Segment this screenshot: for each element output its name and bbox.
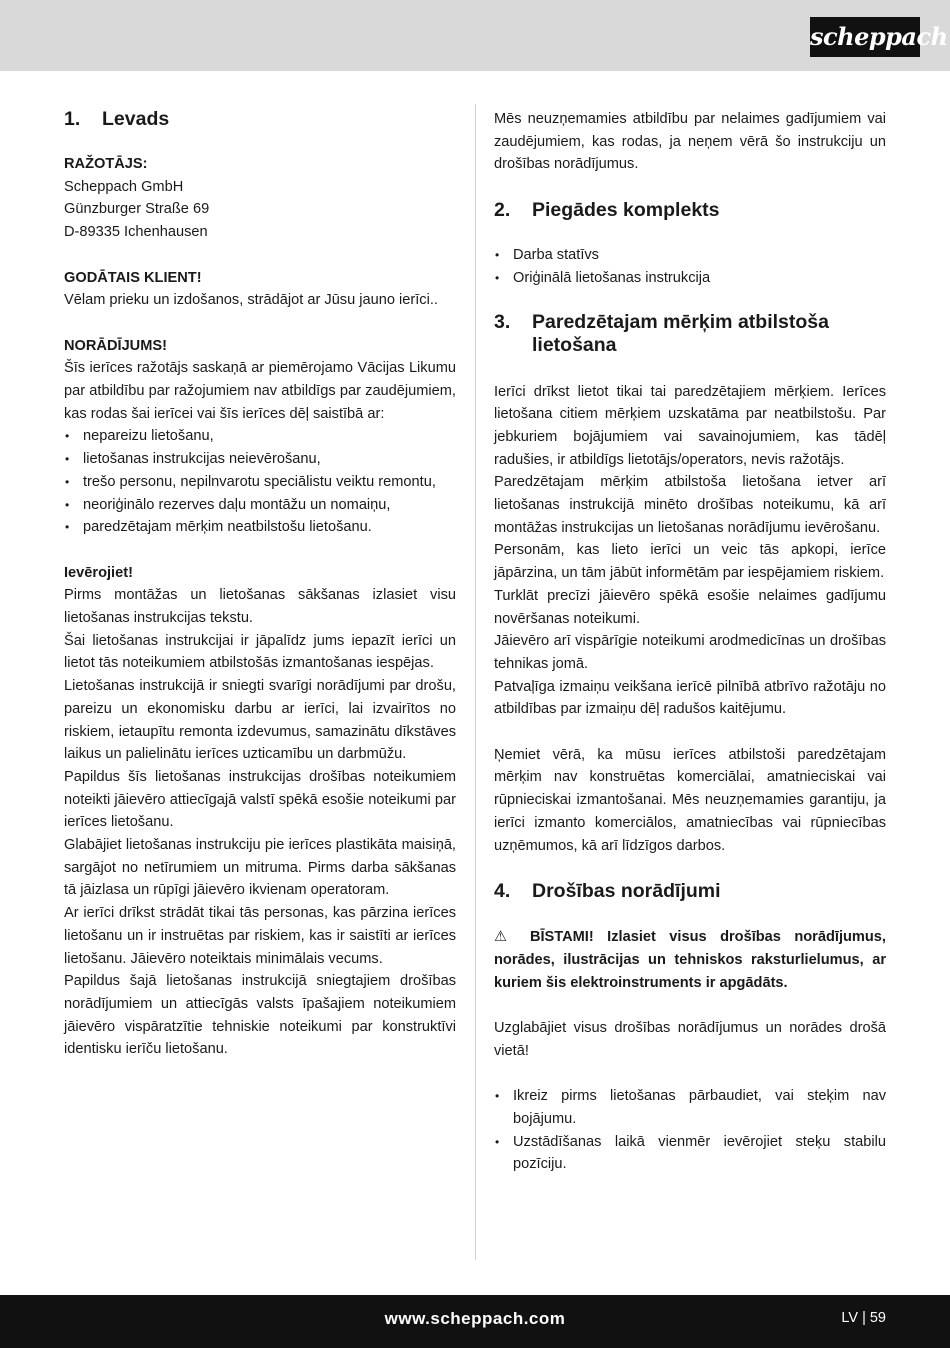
danger-warning-text: BĪSTAMI! Izlasiet visus drošības norādījumus, norādes, ilustrācijas un tehniskos raksturlielumus, ar kuriem šis elektroinstruments ir apgādāts. bbox=[494, 929, 886, 991]
attention-paragraph: Ar ierīci drīkst strādāt tikai tās personas, kas pārzina ierīces lietošanu un ir instruētas par riskiem, kas ir saistīti ar ierīces lietošanu. Jāievēro noteiktais minimālais vecums. bbox=[64, 905, 456, 967]
section-number: 3. bbox=[494, 310, 511, 333]
liability-paragraph: Mēs neuzņemamies atbildību par nelaimes gadījumiem vai zaudējumiem, kas rodas, ja neņem vērā šo instrukciju un drošības norādījumus. bbox=[494, 111, 886, 173]
section-2-heading bbox=[494, 199, 886, 222]
section-title: Paredzētajam mērķim atbilstoša lietošana bbox=[532, 310, 829, 356]
list-item: • lietošanas instrukcijas neievērošanu, bbox=[64, 448, 456, 471]
attention-paragraph: Glabājiet lietošanas instrukciju pie ierīces plastikāta maisiņā, sargājot no netīrumiem un mitruma. Pirms darba sākšanas tā jāizlasa un rūpīgi jāievēro ikvienam operatoram. bbox=[64, 837, 456, 899]
section-title: Drošības norādījumi bbox=[532, 880, 721, 903]
manufacturer-label: RAŽOTĀJS: bbox=[64, 156, 148, 172]
notice-label: NORĀDĪJUMS! bbox=[64, 337, 167, 354]
commercial-use-paragraph: Ņemiet vērā, ka mūsu ierīces atbilstoši paredzētajam mērķim nav konstruētas komerciālai, amatnieciskai vai rūpnieciskai izmantošanai. Mēs neuzņemamies garantiju, ja ierīci izmanto komerciālos, amatniecības vai rūpniecības uzņēmumos, kā arī līdzīgos darbos. bbox=[494, 746, 886, 854]
list-item: • paredzētajam mērķim neatbilstošu lietošanu. bbox=[64, 516, 456, 539]
header-bar bbox=[0, 0, 950, 71]
customer-text: Vēlam prieku un izdošanos, strādājot ar Jūsu jauno ierīci.. bbox=[64, 292, 438, 309]
customer-label: GODĀTAIS KLIENT! bbox=[64, 269, 202, 286]
scheppach-logo: scheppach bbox=[810, 17, 920, 57]
notice-text: Šīs ierīces ražotājs saskaņā ar piemērojamo Vācijas Likumu par atbildību par ražojumiem nav atbildīgs par zaudējumiem, kas rodas šai ierīcei vai šīs ierīces dēļ saistībā ar: bbox=[64, 360, 456, 422]
footer-bar bbox=[0, 1295, 950, 1348]
warning-icon: ⚠ bbox=[494, 929, 517, 946]
usage-paragraph: Paredzētajam mērķim atbilstoša lietošana ietver arī lietošanas instrukcijā minēto drošības noteikumu, kā arī montāžas instrukcijas un lietošanas norādījumu ievērošanu. bbox=[494, 474, 886, 536]
page-number: LV | 59 bbox=[841, 1310, 886, 1326]
right-column bbox=[494, 108, 886, 1176]
attention-label: Ievērojiet! bbox=[64, 564, 133, 581]
manufacturer-line: Günzburger Straße 69 bbox=[64, 201, 210, 218]
left-column bbox=[64, 108, 456, 1061]
section-number: 2. bbox=[494, 199, 511, 222]
danger-warning bbox=[494, 926, 886, 994]
section-3-heading bbox=[494, 311, 886, 357]
keep-instructions-text: Uzglabājiet visus drošības norādījumus un norādes drošā vietā! bbox=[494, 1020, 886, 1059]
section-number: 4. bbox=[494, 880, 511, 903]
usage-paragraph: Jāievēro arī vispārīgie noteikumi arodmedicīnas un drošības tehnikas jomā. bbox=[494, 633, 886, 672]
list-item: • Ikreiz pirms lietošanas pārbaudiet, vai steķim nav bojājumu. bbox=[494, 1085, 886, 1130]
notice-list bbox=[64, 425, 456, 539]
usage-paragraph: Turklāt precīzi jāievēro spēkā esošie nelaimes gadījumu novēršanas noteikumi. bbox=[494, 587, 886, 627]
attention-paragraph: Lietošanas instrukcijā ir sniegti svarīgi norādījumi par drošu, pareizu un ekonomisku darbu ar ierīci, lai izvairītos no riskiem, ietaupītu remonta izdevumus, samazinātu dīkstāves laikus un palielinātu ierīces uzticamību un darbmūžu. bbox=[64, 678, 456, 763]
usage-paragraph: Personām, kas lieto ierīci un veic tās apkopi, ierīce jāpārzina, un tām jābūt informētām par iespējamiem riskiem. bbox=[494, 542, 886, 582]
footer-url: www.scheppach.com bbox=[384, 1309, 566, 1328]
column-divider bbox=[475, 104, 476, 1260]
attention-paragraph: Pirms montāžas un lietošanas sākšanas izlasiet visu lietošanas instrukcijas tekstu. bbox=[64, 587, 456, 627]
safety-list bbox=[494, 1085, 886, 1176]
manufacturer-line: D-89335 Ichenhausen bbox=[64, 224, 208, 241]
attention-paragraph: Šai lietošanas instrukcijai ir jāpalīdz jums iepazīt ierīci un lietot tās noteikumiem atbilstošās izmantošanas iespējas. bbox=[64, 632, 456, 672]
manufacturer-line: Scheppach GmbH bbox=[64, 178, 184, 195]
list-item: • nepareizu lietošanu, bbox=[64, 425, 456, 448]
section-title: Levads bbox=[102, 108, 170, 130]
list-item: • Oriģinālā lietošanas instrukcija bbox=[494, 267, 886, 290]
attention-paragraph: Papildus šīs lietošanas instrukcijas drošības noteikumiem noteikti jāievēro attiecīgajā valstī spēkā esošie noteikumi par ierīces lietošanu. bbox=[64, 768, 456, 831]
list-item: • neoriģinālo rezerves daļu montāžu un nomaiņu, bbox=[64, 494, 456, 517]
list-item: • Uzstādīšanas laikā vienmēr ievērojiet steķu stabilu pozīciju. bbox=[494, 1131, 886, 1176]
section-title: Piegādes komplekts bbox=[532, 199, 720, 222]
list-item: • Darba statīvs bbox=[494, 244, 886, 267]
attention-paragraph: Papildus šajā lietošanas instrukcijā sniegtajiem drošības norādījumiem un attiecīgās valsts īpašajiem noteikumiem jāievēro vispāratzītie tehniskie noteikumi par konstruktīvi identisku ierīču lietošanu. bbox=[64, 973, 456, 1058]
delivery-list bbox=[494, 244, 886, 289]
section-4-heading bbox=[494, 880, 886, 903]
section-1-heading bbox=[64, 108, 456, 131]
section-number: 1. bbox=[64, 108, 81, 130]
list-item: • trešo personu, nepilnvarotu speciālistu veiktu remontu, bbox=[64, 471, 456, 494]
usage-paragraph: Ierīci drīkst lietot tikai tai paredzētajiem mērķiem. Ierīces lietošana citiem mērķiem uzskatāma par neatbilstošu. Par jebkuriem bojājumiem vai savainojumiem, kas tādēļ radušies, ir atbildīgs lietotājs/operators, nevis ražotājs. bbox=[494, 383, 886, 468]
usage-paragraph: Patvaļīga izmaiņu veikšana ierīcē pilnībā atbrīvo ražotāju no atbildības par izmaiņu dēļ radušos kaitējumu. bbox=[494, 678, 886, 718]
